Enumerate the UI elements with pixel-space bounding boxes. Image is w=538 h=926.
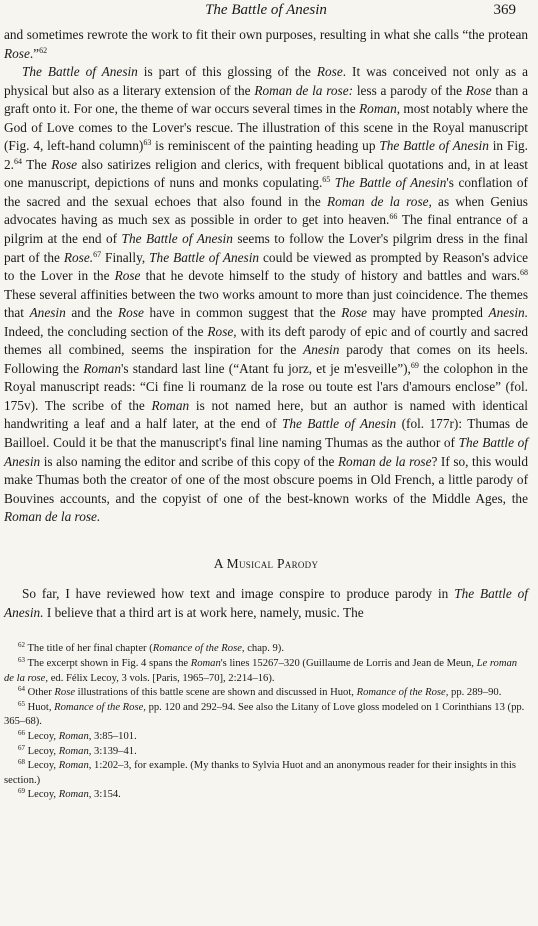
footnote-ref[interactable]: 67 [93,249,102,259]
footnote-ref[interactable]: 63 [143,138,152,148]
footnote-ref[interactable]: 69 [410,360,419,370]
footnote-67: $^{67}$ Lecoy, Roman, 3:139–41. [18,743,137,757]
footnote-ref[interactable]: 65 [322,175,331,185]
paragraph: and sometimes rewrote the work to fit their own purposes, resulting in what she calls “the protean Rose.”$^{62}$ [4,27,528,61]
footnote-ref[interactable]: 68 [520,268,529,278]
page-number: 369 [493,2,516,18]
footnote-69: $^{69}$ Lecoy, Roman, 3:154. [18,787,121,801]
page-header [4,0,528,26]
section-heading: A Musical Parody [213,555,319,571]
footnotes [4,642,528,803]
footnote-65: $^{65}$ Huot, Romance of the Rose, pp. 120 and 292–94. See also the Litany of Love gloss modeled on 1 Corinthians 13 (pp. 365–68). [4,699,525,728]
running-title: The Battle of Anesin [205,2,327,18]
footnote-66: $^{66}$ Lecoy, Roman, 3:85–101. [18,728,137,742]
footnote-64: $^{64}$ Other Rose illustrations of this battle scene are shown and discussed in Huot, Romance of the Rose, pp. 289–90. [18,685,502,699]
footnote-68: $^{68}$ Lecoy, Roman, 1:202–3, for example. (My thanks to Sylvia Huot and an anonymous reader for their insights in this section.) [4,758,516,786]
main-text [4,26,528,622]
footnote-ref[interactable]: 66 [389,212,398,222]
footnote-62: $^{62}$ The title of her final chapter (Romance of the Rose, chap. 9). [18,641,284,655]
footnote-ref[interactable]: 62 [39,45,48,55]
footnote-63: $^{63}$ The excerpt shown in Fig. 4 spans the Roman's lines 15267–320 (Guillaume de Lorris and Jean de Meun, Le roman de la rose, ed. Félix Lecoy, 3 vols. [Paris, 1965–70], 2:214–16). [4,656,518,684]
paragraph: So far, I have reviewed how text and image conspire to produce parody in The Battle of Anesin. I believe that a third art is at work here, namely, music. The [4,586,528,620]
paragraph: The Battle of Anesin is part of this glossing of the Rose. It was conceived not only as a physical but also as a literary extension of the Roman de la rose: less a parody of the Rose than a graft onto it. For one, the theme of war occurs several times in the Roman, most notably where the God of Love comes to the Lover's rescue. The illustration of this scene in the Royal manuscript (Fig. 4, left-hand column)$^{63}$ is reminiscent of the painting heading up The Battle of Anesin in Fig. 2.64 The Rose also satirizes religion and clerics, with frequent biblical quotations and, in at least one manuscript, depictions of nuns and monks copulating.$^{65}$ The Battle of Anesin's conflation of the sacred and the sexual echoes that also found in the Roman de la rose, as when Genius advocates having as much sex as possible in order to get into heaven.$^{66}$ The final entrance of a pilgrim at the end of The Battle of Anesin seems to follow the Lover's pilgrim dress in the final part of the Rose.$^{67}$ Finally, The Battle of Anesin could be viewed as prompted by Reason's advice to the Lover in the Rose that he devote himself to the study of history and battles and wars.$^{68}$ These several affinities between the two works amount to more than just coincidence. The themes that Anesin and the Rose have in common suggest that the Rose may have prompted Anesin. Indeed, the concluding section of the Rose, with its deft parody of epic and of courtly and sacred themes all combined, seems the inspiration for the Anesin parody that comes on its heels. Following the Roman's standard last line (“Atant fu jorz, et je m'esveille”),$^{69}$ the colophon in the Royal manuscript reads: “Ci fine li roumanz de la rose ou toute est l'ars d'amours enclose” (fol. 175v). The scribe of the Roman is not named here, but an author is named with identical handwriting a leaf and a half later, at the end of The Battle of Anesin (fol. 177r): Thumas de Bailloel. Could it be that the manuscript's final line naming Thumas as the author of The Battle of Anesin is also naming the editor and scribe of this copy of the Roman de la rose? If so, this would make Thumas both the creator of one of the most obscure poems in Old French, a little parody of Bouvines accounts, and the copyist of one of the best-known works of the Middle Ages, the Roman de la rose. [4,64,529,525]
footnote-ref[interactable]: 64 [13,156,22,166]
